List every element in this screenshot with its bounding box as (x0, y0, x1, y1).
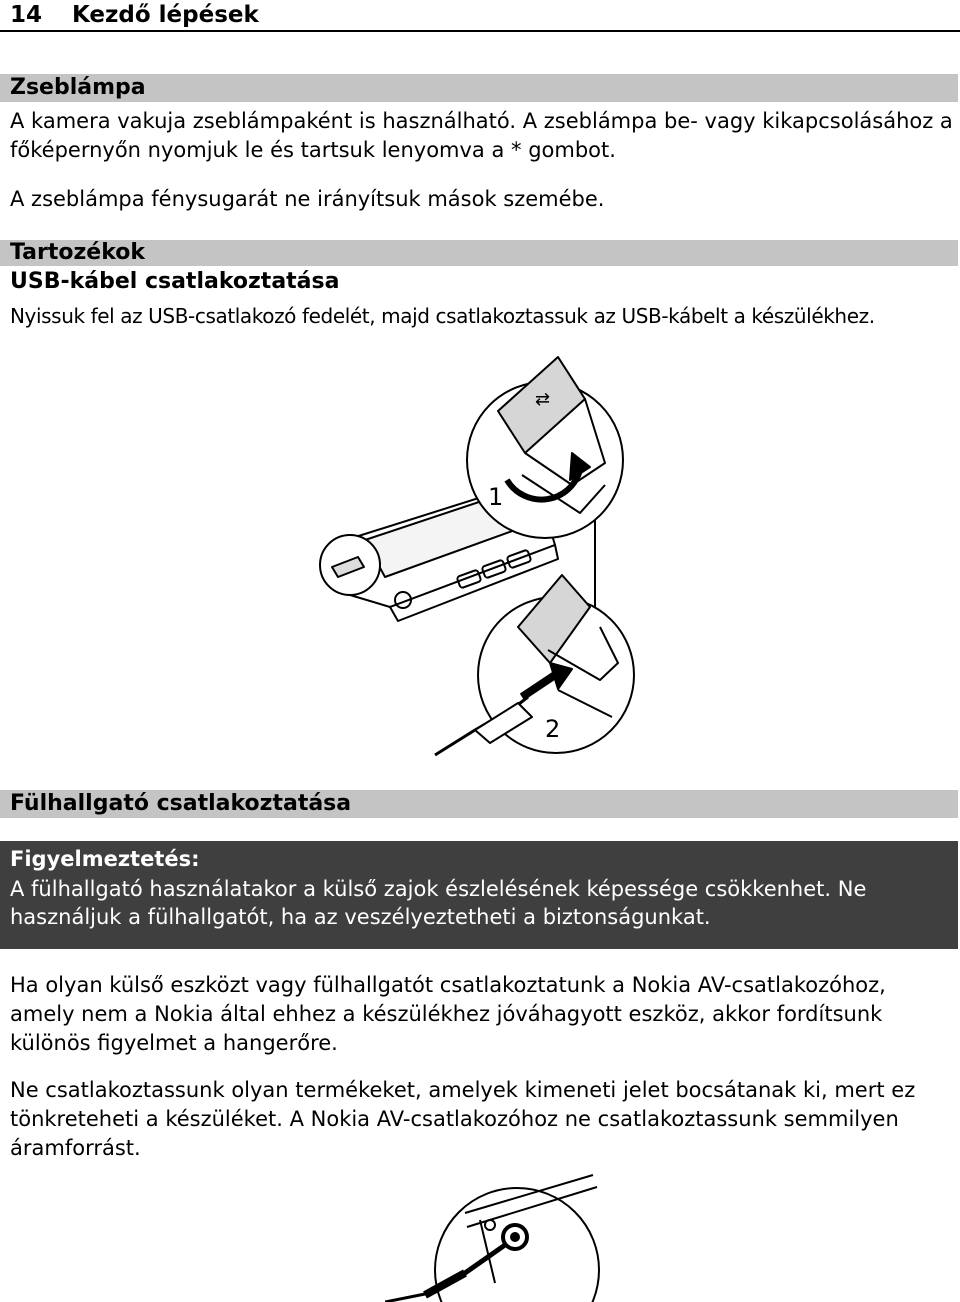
warning-box (0, 841, 958, 949)
headset-text-1: Ha olyan külső eszközt vagy fülhallgatót csatlakoztatunk a Nokia AV-csatlakozóhoz, amely nem a Nokia által ehhez a készülékhez jóváhagyott eszköz, akkor fordítsunk különös figyelmet a hangerőre. (10, 973, 886, 1055)
section-bar-flashlight (0, 74, 958, 102)
step-1-label: 1 (488, 483, 504, 511)
headset-text-2: Ne csatlakoztassunk olyan termékeket, amelyek kimeneti jelet bocsátanak ki, mert ez tönkreteheti a készüléket. A Nokia AV-csatlakozóhoz ne csatlakoztassunk semmilyen áramforrást. (10, 1078, 916, 1160)
headset-connection-illustration (385, 1165, 615, 1302)
usb-connection-illustration (300, 345, 660, 765)
chapter-title: Kezdő lépések (72, 2, 259, 28)
warning-text: A fülhallgató használatakor a külső zajok észlelésének képessége csökkenhet. Ne használjuk a fülhallgatót, ha az veszélyeztetheti a biztonságunkat. (10, 877, 867, 929)
step-2-label: 2 (545, 715, 561, 743)
section-bar-headset (0, 790, 958, 818)
page-header (0, 0, 960, 32)
page-number: 14 (10, 2, 43, 28)
warning-title: Figyelmeztetés: (10, 847, 200, 871)
usb-text: Nyissuk fel az USB-csatlakozó fedelét, majd csatlakoztassuk az USB-kábelt a készülékhez. (10, 304, 875, 328)
section-bar-accessories (0, 240, 958, 266)
flashlight-warning-text: A zseblámpa fénysugarát ne irányítsuk mások szemébe. (10, 187, 605, 211)
headset-heading: Fülhallgató csatlakoztatása (10, 791, 352, 816)
flashlight-text: A kamera vakuja zseblámpaként is használható. A zseblámpa be- vagy kikapcsolásához a főképernyőn nyomjuk le és tartsuk lenyomva a * gombot. (10, 109, 953, 162)
svg-text:⇄: ⇄ (535, 389, 551, 410)
usb-heading: USB-kábel csatlakoztatása (10, 269, 340, 294)
accessories-heading: Tartozékok (10, 240, 146, 265)
flashlight-heading: Zseblámpa (10, 75, 146, 100)
